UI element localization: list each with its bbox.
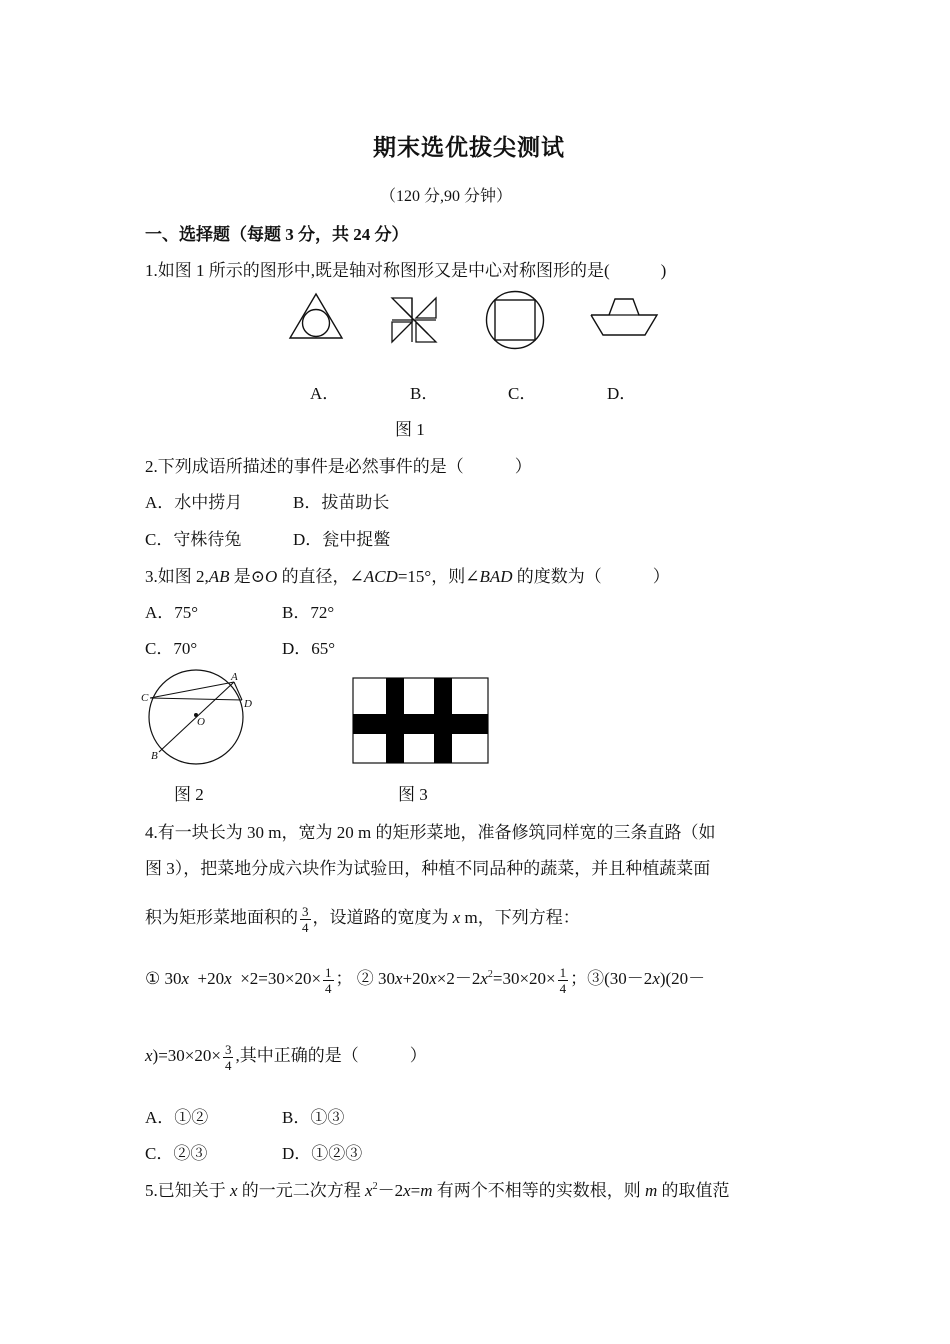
question-3-option-c: C．70° — [145, 639, 198, 658]
fraction-one-quarter-2: $\frac{1}{4}$ — [559, 964, 567, 996]
page-title: 期末选优拔尖测试 — [373, 135, 565, 160]
figure-1-circle-square — [485, 290, 545, 350]
figure-1-caption: 图 1 — [395, 420, 425, 439]
question-3-option-b: B．72° — [282, 603, 335, 622]
question-4-line-2: 图 3），把菜地分成六块作为试验田，种植不同品种的蔬菜，并且种植蔬菜面 — [145, 859, 711, 878]
figure-2-caption: 图 2 — [174, 785, 204, 804]
option-a-label: A． — [310, 384, 340, 403]
question-5-stem: 5.已知关于 x 的一元二次方程 $x^2-2x=m$ 有两个不相等的实数根，则 m 的取值范 — [145, 1181, 730, 1200]
question-3-option-a: A．75° — [145, 603, 199, 622]
figure-1-boat — [589, 295, 659, 339]
page-subtitle: （120 分,90 分钟） — [380, 188, 513, 205]
question-1-stem: 1.如图 1 所示的图形中,既是轴对称图形又是中心对称图形的是( ) — [145, 261, 667, 280]
question-4-line-1: 4.有一块长为 30 m，宽为 20 m 的矩形菜地，准备修筑同样宽的三条直路（如 — [145, 823, 716, 842]
fig2-label-d: D — [244, 698, 252, 710]
fig2-label-c: C — [141, 692, 149, 704]
fraction-three-quarters-2: $\frac{3}{4}$ — [224, 1041, 232, 1073]
question-2-option-c: C．守株待兔 — [145, 530, 242, 549]
fig2-label-a: A — [231, 671, 238, 683]
question-2-option-b: B．拔苗助长 — [293, 493, 390, 512]
question-2-stem: 2.下列成语所描述的事件是必然事件的是（ ） — [145, 457, 532, 476]
figure-3-field-roads — [352, 677, 490, 765]
question-2-option-a: A．水中捞月 — [145, 493, 243, 512]
question-4-line-3: 积为矩形菜地面积的 $\frac{3}{4}$ ，设道路的宽度为 x m，下列方程： — [145, 903, 580, 935]
question-4-option-d: D．①②③ — [282, 1144, 363, 1163]
question-2-option-d: D．瓮中捉鳖 — [293, 530, 391, 549]
option-b-label: B． — [410, 384, 439, 403]
question-4-option-b: B．①③ — [282, 1108, 345, 1127]
fig2-label-o: O — [197, 716, 205, 728]
figure-3-caption: 图 3 — [398, 785, 428, 804]
section-heading: 一、选择题（每题 3 分，共 24 分） — [145, 225, 409, 244]
option-c-label: C． — [508, 384, 537, 403]
question-4-line-5: x)=30×20× $\frac{3}{4}$ ,其中正确的是（ ） — [145, 1041, 427, 1073]
question-4-option-c: C．②③ — [145, 1144, 208, 1163]
option-d-label: D． — [607, 384, 637, 403]
fig2-label-b: B — [151, 750, 158, 762]
fraction-three-quarters: $\frac{3}{4}$ — [302, 903, 309, 935]
question-3-option-d: D．65° — [282, 639, 336, 658]
figure-2-circle-diagram — [140, 665, 260, 765]
figure-1-pinwheel — [390, 296, 438, 344]
fraction-one-quarter: $\frac{1}{4}$ — [325, 964, 332, 996]
question-4-option-a: A．①② — [145, 1108, 209, 1127]
question-3-stem: 3.如图 2,AB 是⊙O 的直径，∠ACD=15°，则∠BAD 的度数为（ ） — [145, 567, 670, 586]
figure-1-triangle-circle — [288, 292, 344, 340]
question-4-equations: ① 30x +20x ×2=30×20× $\frac{1}{4}$ ； ② $30x+20x\times 2-2x^2=30\times 20\times$ $\frac{1}{4}$ ；③(30－2x)(20－ — [145, 964, 706, 996]
